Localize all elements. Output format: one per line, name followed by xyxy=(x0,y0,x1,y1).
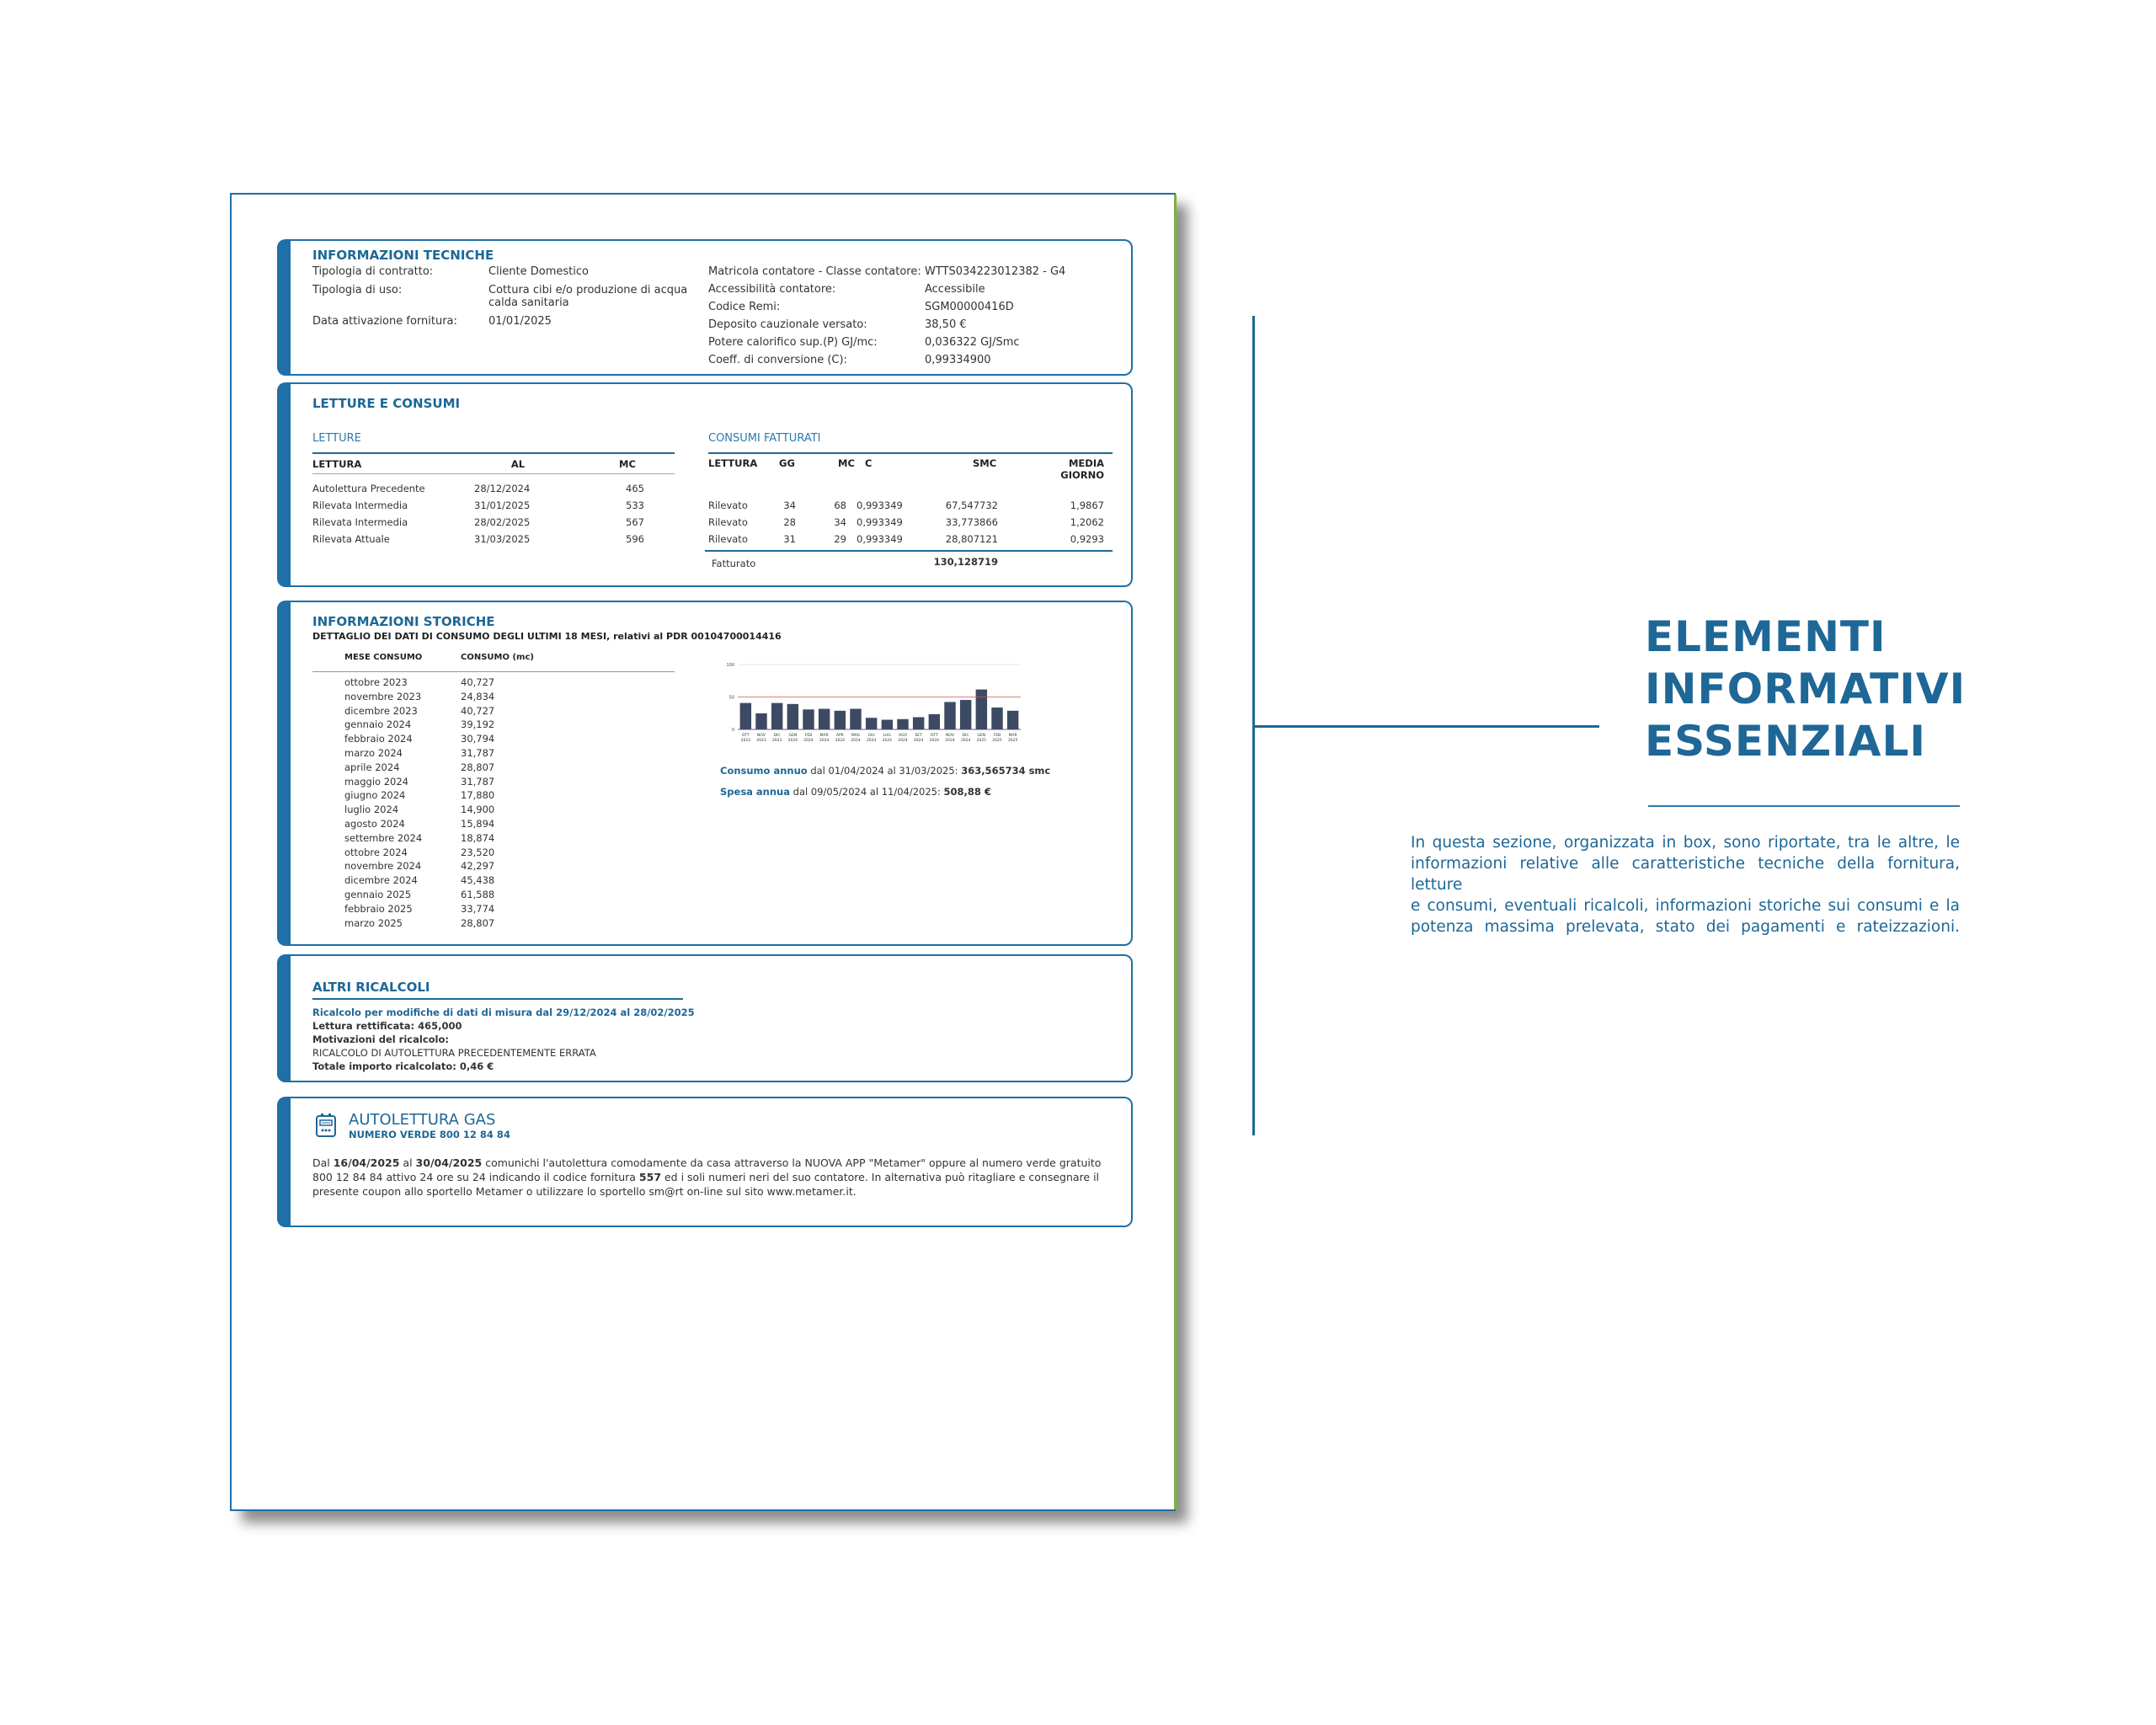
gas-meter-icon xyxy=(314,1114,338,1139)
x-tick-label: FEB xyxy=(804,734,813,738)
lettura-rettificata: Lettura rettificata: 465,000 xyxy=(312,1020,462,1032)
bar xyxy=(960,700,971,729)
bill-page xyxy=(230,193,1176,1511)
section-title-line: INFORMATIVI xyxy=(1645,665,1967,713)
cell: 28/02/2025 xyxy=(474,516,531,528)
consumo-cell: 24,834 xyxy=(461,690,495,702)
bar xyxy=(929,714,940,729)
x-tick-label: 2024 xyxy=(960,739,971,743)
bar xyxy=(803,709,814,729)
box-letture-consumi xyxy=(277,382,1133,587)
cell: 34 xyxy=(834,516,846,528)
divider xyxy=(312,998,683,1000)
x-tick-label: 2023 xyxy=(740,739,751,743)
consumo-cell: 39,192 xyxy=(461,718,495,731)
text: comunichi l'autolettura comodamente da casa attraverso la NUOVA APP "Metamer" oppure al numero verde gratuito xyxy=(482,1156,1102,1169)
bar xyxy=(897,719,908,729)
storiche-subtitle: DETTAGLIO DEI DATI DI CONSUMO DEGLI ULTIMI 18 MESI, relativi al PDR 00104700014416 xyxy=(312,631,782,642)
x-tick-label: 2024 xyxy=(913,739,924,743)
cell: 0,993349 xyxy=(857,516,903,528)
divider xyxy=(312,473,675,474)
mese-cell: agosto 2024 xyxy=(344,818,405,830)
x-tick-label: 2025 xyxy=(1007,739,1018,743)
autolettura-text-line: presente coupon allo sportello Metamer o utilizzare lo sportello sm@rt on-line sul sito www.metamer.it. xyxy=(312,1185,857,1198)
divider xyxy=(708,452,1113,454)
x-tick-label: GEN xyxy=(788,734,798,738)
ricalcolo-period: Ricalcolo per modifiche di dati di misura dal 29/12/2024 al 28/02/2025 xyxy=(312,1007,695,1018)
consumo-cell: 15,894 xyxy=(461,818,495,830)
column-header: MC xyxy=(619,458,636,470)
column-header: C xyxy=(865,457,873,469)
x-tick-label: SET xyxy=(915,734,922,738)
mese-cell: aprile 2024 xyxy=(344,761,400,773)
x-tick-label: GEN xyxy=(977,734,986,738)
section-title-underline xyxy=(1648,805,1960,807)
x-tick-label: 2024 xyxy=(803,739,814,743)
field-value: 0,036322 GJ/Smc xyxy=(925,336,1020,349)
box-informazioni-storiche xyxy=(277,601,1133,946)
consumo-cell: 40,727 xyxy=(461,676,495,688)
consumo-annuo-label: Consumo annuo xyxy=(720,765,808,777)
cell: 67,547732 xyxy=(945,499,998,511)
mese-cell: novembre 2024 xyxy=(344,860,422,873)
field-label: Matricola contatore - Classe contatore: xyxy=(708,265,921,278)
consumo-annuo xyxy=(720,765,1050,777)
cell: 28/12/2024 xyxy=(474,483,531,494)
x-tick-label: DIC xyxy=(773,734,781,738)
cell: 0,993349 xyxy=(857,499,903,511)
x-tick-label: 2024 xyxy=(835,739,846,743)
column-header: MESE CONSUMO xyxy=(344,653,423,662)
x-tick-label: 2024 xyxy=(866,739,877,743)
x-tick-label: LUG xyxy=(883,734,891,738)
box-title: INFORMAZIONI TECNICHE xyxy=(312,248,494,263)
column-header: CONSUMO (mc) xyxy=(461,653,534,662)
bar xyxy=(771,703,782,729)
consumo-cell: 31,787 xyxy=(461,747,495,759)
description-line: e consumi, eventuali ricalcoli, informazioni storiche sui consumi e la xyxy=(1411,897,1960,915)
bar xyxy=(944,702,955,729)
autolettura-text-line xyxy=(312,1156,1101,1169)
consumo-cell: 61,588 xyxy=(461,889,495,900)
spesa-annua-label: Spesa annua xyxy=(720,786,791,798)
mese-cell: marzo 2024 xyxy=(344,747,403,759)
x-tick-label: MAG xyxy=(851,734,861,738)
letture-subtitle: LETTURE xyxy=(312,432,361,445)
text: al xyxy=(399,1156,416,1169)
autolettura-text-line xyxy=(312,1171,1099,1183)
x-tick-label: 2024 xyxy=(851,739,861,743)
bar xyxy=(913,717,924,729)
motivazioni-label: Motivazioni del ricalcolo: xyxy=(312,1033,449,1045)
consumo-cell: 14,900 xyxy=(461,804,495,816)
cell: Rilevata Intermedia xyxy=(312,516,408,528)
x-tick-label: MAR xyxy=(819,734,829,738)
x-tick-label: MAR xyxy=(1008,734,1017,738)
cell: Autolettura Precedente xyxy=(312,483,425,494)
mese-cell: giugno 2024 xyxy=(344,789,406,802)
x-tick-label: AGO xyxy=(898,734,908,738)
x-tick-label: 2024 xyxy=(819,739,830,743)
cell: 533 xyxy=(626,499,644,511)
cell: 0,9293 xyxy=(1070,533,1104,545)
consumo-cell: 40,727 xyxy=(461,704,495,717)
mese-cell: gennaio 2024 xyxy=(344,718,412,731)
x-tick-label: NOV xyxy=(946,734,954,738)
column-header: LETTURA xyxy=(708,457,758,469)
divider xyxy=(312,671,675,672)
description-line: informazioni relative alle caratteristiche tecniche della fornitura, letture xyxy=(1411,855,1960,894)
field-value: Accessibile xyxy=(925,283,985,296)
divider xyxy=(312,452,675,454)
field-value: WTTS034223012382 - G4 xyxy=(925,265,1066,278)
box-title: LETTURE E CONSUMI xyxy=(312,396,461,411)
cell: 596 xyxy=(626,533,644,545)
cell: 34 xyxy=(783,499,796,511)
section-title xyxy=(1645,611,1966,767)
connector-horizontal-line xyxy=(1255,725,1599,728)
bar xyxy=(976,690,987,729)
x-tick-label: 2025 xyxy=(976,739,987,743)
description-line: In questa sezione, organizzata in box, sono riportate, tra le altre, le xyxy=(1411,834,1960,852)
x-tick-label: OTT xyxy=(741,734,750,738)
consumo-cell: 31,787 xyxy=(461,775,495,788)
motivazioni-value: RICALCOLO DI AUTOLETTURA PRECEDENTEMENTE ERRATA xyxy=(312,1047,596,1059)
cell: 1,9867 xyxy=(1070,499,1104,511)
cell: Rilevato xyxy=(708,533,748,545)
mese-cell: febbraio 2024 xyxy=(344,733,413,745)
field-label: Tipologia di uso: xyxy=(312,284,403,296)
bar xyxy=(787,704,798,729)
field-value: SGM00000416D xyxy=(925,301,1014,313)
cell: 31 xyxy=(783,533,796,545)
x-tick-label: NOV xyxy=(757,734,766,738)
bar xyxy=(740,703,751,729)
cell: 29 xyxy=(834,533,846,545)
cell: 1,2062 xyxy=(1070,516,1104,528)
consumo-cell: 23,520 xyxy=(461,846,495,858)
cell: Rilevata Attuale xyxy=(312,533,390,545)
x-tick-label: APR xyxy=(835,734,844,738)
cell: Rilevata Intermedia xyxy=(312,499,408,511)
field-label: Data attivazione fornitura: xyxy=(312,315,457,328)
x-tick-label: GIU xyxy=(867,734,875,738)
box-autolettura-gas xyxy=(277,1097,1133,1227)
bar xyxy=(866,718,877,729)
mese-cell: gennaio 2025 xyxy=(344,889,412,900)
x-tick-label: 2024 xyxy=(929,739,940,743)
field-value: Cottura cibi e/o produzione di acqua calda sanitaria xyxy=(488,284,688,309)
mese-cell: marzo 2025 xyxy=(344,916,403,929)
y-tick-label: 50 xyxy=(728,695,734,701)
cell: 68 xyxy=(834,499,846,511)
section-description xyxy=(1411,832,1960,937)
numero-verde: NUMERO VERDE 800 12 84 84 xyxy=(349,1129,510,1140)
box-title: INFORMAZIONI STORICHE xyxy=(312,614,495,629)
bar xyxy=(991,708,1002,729)
mese-cell: dicembre 2023 xyxy=(344,704,418,717)
mese-cell: dicembre 2024 xyxy=(344,874,418,887)
x-tick-label: 2024 xyxy=(787,739,798,743)
codice-fornitura: 557 xyxy=(638,1171,662,1183)
spesa-annua xyxy=(720,786,991,798)
mese-cell: maggio 2024 xyxy=(344,775,409,788)
field-label: Accessibilità contatore: xyxy=(708,283,836,296)
x-tick-label: 2023 xyxy=(771,739,782,743)
consumption-bar-chart xyxy=(716,660,1027,752)
box-title: AUTOLETTURA GAS xyxy=(349,1111,496,1129)
column-header: MEDIA GIORNO xyxy=(1060,457,1104,481)
spesa-annua-period: dal 09/05/2024 al 11/04/2025: xyxy=(792,786,941,798)
consumo-cell: 42,297 xyxy=(461,860,495,873)
cell: 31/01/2025 xyxy=(474,499,531,511)
cell: Rilevato xyxy=(708,499,748,511)
text: ed i soli numeri neri del suo contatore. In alternativa può ritagliare e consegnare il xyxy=(661,1171,1100,1183)
x-tick-label: 2024 xyxy=(882,739,893,743)
consumo-cell: 28,807 xyxy=(461,761,495,773)
consumo-cell: 28,807 xyxy=(461,916,495,929)
column-header: GG xyxy=(779,457,795,469)
consumi-subtitle: CONSUMI FATTURATI xyxy=(708,432,821,445)
bar xyxy=(850,709,861,729)
consumo-cell: 45,438 xyxy=(461,874,495,887)
section-title-line: ELEMENTI xyxy=(1645,612,1886,661)
field-value: 38,50 € xyxy=(925,318,967,331)
consumo-cell: 33,774 xyxy=(461,902,495,915)
bar xyxy=(835,711,846,729)
bar xyxy=(1007,711,1018,729)
x-tick-label: 2025 xyxy=(992,739,1002,743)
x-tick-label: 2024 xyxy=(945,739,955,743)
bar xyxy=(755,713,766,729)
y-tick-label: 100 xyxy=(726,663,734,668)
totale-ricalcolato: Totale importo ricalcolato: 0,46 € xyxy=(312,1060,494,1072)
cell: 28 xyxy=(783,516,796,528)
box-informazioni-tecniche xyxy=(277,239,1133,376)
bar xyxy=(882,720,893,729)
column-header: MC xyxy=(838,457,855,469)
field-label: Coeff. di conversione (C): xyxy=(708,354,847,366)
field-value: 0,99334900 xyxy=(925,354,991,366)
bar xyxy=(819,709,830,729)
column-header: AL xyxy=(510,458,526,470)
column-header: SMC xyxy=(973,457,997,469)
mese-cell: novembre 2023 xyxy=(344,690,422,702)
y-tick-label: 0 xyxy=(731,728,734,733)
description-line: potenza massima prelevata, stato dei pagamenti e rateizzazioni. xyxy=(1411,918,1960,936)
x-tick-label: DIC xyxy=(962,734,969,738)
consumo-cell: 30,794 xyxy=(461,733,495,745)
x-tick-label: OTT xyxy=(930,734,938,738)
x-tick-label: 2023 xyxy=(756,739,766,743)
cell: 0,993349 xyxy=(857,533,903,545)
field-label: Potere calorifico sup.(P) GJ/mc: xyxy=(708,336,878,349)
consumo-annuo-period: dal 01/04/2024 al 31/03/2025: xyxy=(810,765,958,777)
cell: 567 xyxy=(626,516,644,528)
field-label: Deposito cauzionale versato: xyxy=(708,318,867,331)
cell: Rilevato xyxy=(708,516,748,528)
divider xyxy=(705,550,1113,552)
field-value: Cliente Domestico xyxy=(488,265,589,278)
cell: 31/03/2025 xyxy=(474,533,531,545)
cell: 465 xyxy=(626,483,644,494)
text: Dal xyxy=(312,1156,334,1169)
cell: 28,807121 xyxy=(945,533,998,545)
section-title-line: ESSENZIALI xyxy=(1645,717,1926,766)
column-header: LETTURA xyxy=(312,458,362,470)
x-tick-label: 2024 xyxy=(898,739,908,743)
total-label: Fatturato xyxy=(712,558,756,569)
box-altri-ricalcoli xyxy=(277,954,1133,1082)
consumo-cell: 17,880 xyxy=(461,789,495,802)
consumo-cell: 18,874 xyxy=(461,831,495,844)
total-value: 130,128719 xyxy=(933,556,998,568)
date-from: 16/04/2025 xyxy=(333,1156,400,1169)
field-label: Tipologia di contratto: xyxy=(312,265,434,278)
text: 800 12 84 84 attivo 24 ore su 24 indicando il codice fornitura xyxy=(312,1171,639,1183)
date-to: 30/04/2025 xyxy=(415,1156,483,1169)
cell: 33,773866 xyxy=(945,516,998,528)
mese-cell: luglio 2024 xyxy=(344,804,399,816)
box-title: ALTRI RICALCOLI xyxy=(312,980,430,995)
field-label: Codice Remi: xyxy=(708,301,781,313)
mese-cell: settembre 2024 xyxy=(344,831,423,844)
x-tick-label: FEB xyxy=(993,734,1001,738)
mese-cell: ottobre 2023 xyxy=(344,676,408,688)
spesa-annua-value: 508,88 € xyxy=(943,786,991,798)
field-value: 01/01/2025 xyxy=(488,315,552,328)
consumo-annuo-value: 363,565734 smc xyxy=(961,765,1051,777)
mese-cell: ottobre 2024 xyxy=(344,846,408,858)
mese-cell: febbraio 2025 xyxy=(344,902,413,915)
